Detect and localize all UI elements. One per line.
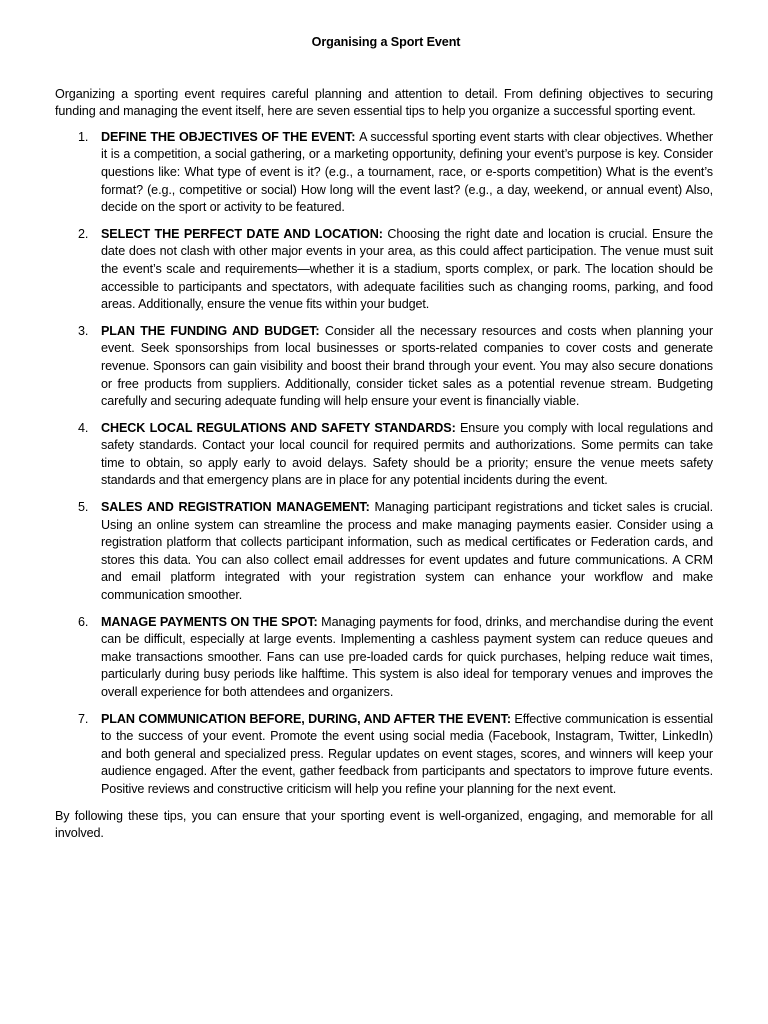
tip-item-2	[55, 226, 713, 314]
tip-heading: SELECT THE PERFECT DATE AND LOCATION:	[101, 226, 388, 241]
tip-body: Consider all the necessary resources and costs when planning your event. Seek sponsorships from local businesses or sports-related companies to cover costs and generate revenue. Sponsors can gain visibility and boost their brand through your event. You may also secure donations or free products from suppliers. Additionally, consider ticket sales as a potential revenue stream. Budgeting carefully and securing adequate funding will help ensure your event is financially viable.	[101, 323, 714, 409]
tip-item-6	[55, 614, 713, 702]
tip-item-7	[55, 711, 713, 799]
tips-list	[55, 129, 713, 799]
tip-number: 5.	[78, 500, 89, 515]
tip-body: Choosing the right date and location is crucial. Ensure the date does not clash with other major events in your area, as this could affect participation. The venue must suit the event’s scale and requirements—whether it is a stadium, sports complex, or park. The location should be accessible to participants and spectators, with adequate facilities such as changing rooms, parking, and food areas. Additionally, ensure the venue fits within your budget.	[101, 226, 713, 312]
tip-heading: PLAN THE FUNDING AND BUDGET:	[101, 323, 325, 338]
tip-number: 2.	[78, 226, 89, 241]
tip-item-3	[55, 323, 713, 411]
tip-number: 4.	[78, 420, 89, 435]
tip-heading: MANAGE PAYMENTS ON THE SPOT:	[101, 614, 322, 629]
tip-heading: CHECK LOCAL REGULATIONS AND SAFETY STANDARDS:	[101, 420, 460, 435]
tip-number: 7.	[78, 711, 89, 726]
intro-paragraph: Organizing a sporting event requires careful planning and attention to detail. From defining objectives to securing funding and managing the event itself, here are seven essential tips to help you organize a successful sporting event.	[55, 86, 713, 119]
tip-heading: PLAN COMMUNICATION BEFORE, DURING, AND AFTER THE EVENT:	[101, 711, 515, 726]
tip-heading: SALES AND REGISTRATION MANAGEMENT:	[101, 500, 375, 515]
tip-number: 6.	[78, 614, 89, 629]
tip-number: 1.	[78, 129, 89, 144]
tip-body: Ensure you comply with local regulations and safety standards. Contact your local council for required permits and authorizations. Some permits can take time to obtain, so apply early to avoid delays. Safety should be a priority; ensure the venue meets safety standards and that emergency plans are in place for any potential incidents during the event.	[101, 420, 713, 488]
tip-item-1	[55, 129, 713, 217]
tip-body: Managing payments for food, drinks, and merchandise during the event can be difficult, especially at large events. Implementing a cashless payment system can reduce queues and make transactions smoother. Fans can use pre-loaded cards for quick purchases, helping reduce wait times, particularly during busy periods like halftime. This system is also ideal for temporary venues and improves the overall experience for both attendees and organizers.	[101, 614, 713, 699]
tip-body: A successful sporting event starts with clear objectives. Whether it is a competition, a social gathering, or a marketing opportunity, defining your event’s purpose is key. Consider questions like: What type of event is it? (e.g., a tournament, race, or e-sports competition) What is the event’s format? (e.g., competitive or social) How long will the event last? (e.g., a day, weekend, or annual event) Also, decide on the sport or activity to be featured.	[101, 129, 713, 215]
tip-number: 3.	[78, 323, 89, 338]
tip-heading: DEFINE THE OBJECTIVES OF THE EVENT:	[101, 129, 360, 144]
document-title: Organising a Sport Event	[311, 35, 461, 49]
tip-item-5	[55, 499, 713, 605]
tip-body: Effective communication is essential to the success of your event. Promote the event using social media (Facebook, Instagram, Twitter, LinkedIn) and both general and specialized press. Regular updates on event stages, scores, and winners will keep your audience engaged. After the event, gather feedback from participants and spectators to improve future events. Positive reviews and constructive criticism will help you refine your planning for the next event.	[101, 711, 713, 796]
tip-body: Managing participant registrations and ticket sales is crucial. Using an online system can streamline the process and make managing payments easier. Consider using a registration platform that collects participant information, such as medical certificates or Federation cards, and stores this data. You can also collect email addresses for event updates and future communications. A CRM and email platform integrated with your registration system can enhance your workflow and make communication smoother.	[101, 500, 713, 603]
tip-item-4	[55, 420, 713, 490]
conclusion-paragraph: By following these tips, you can ensure that your sporting event is well-organized, engaging, and memorable for all involved.	[55, 808, 713, 841]
